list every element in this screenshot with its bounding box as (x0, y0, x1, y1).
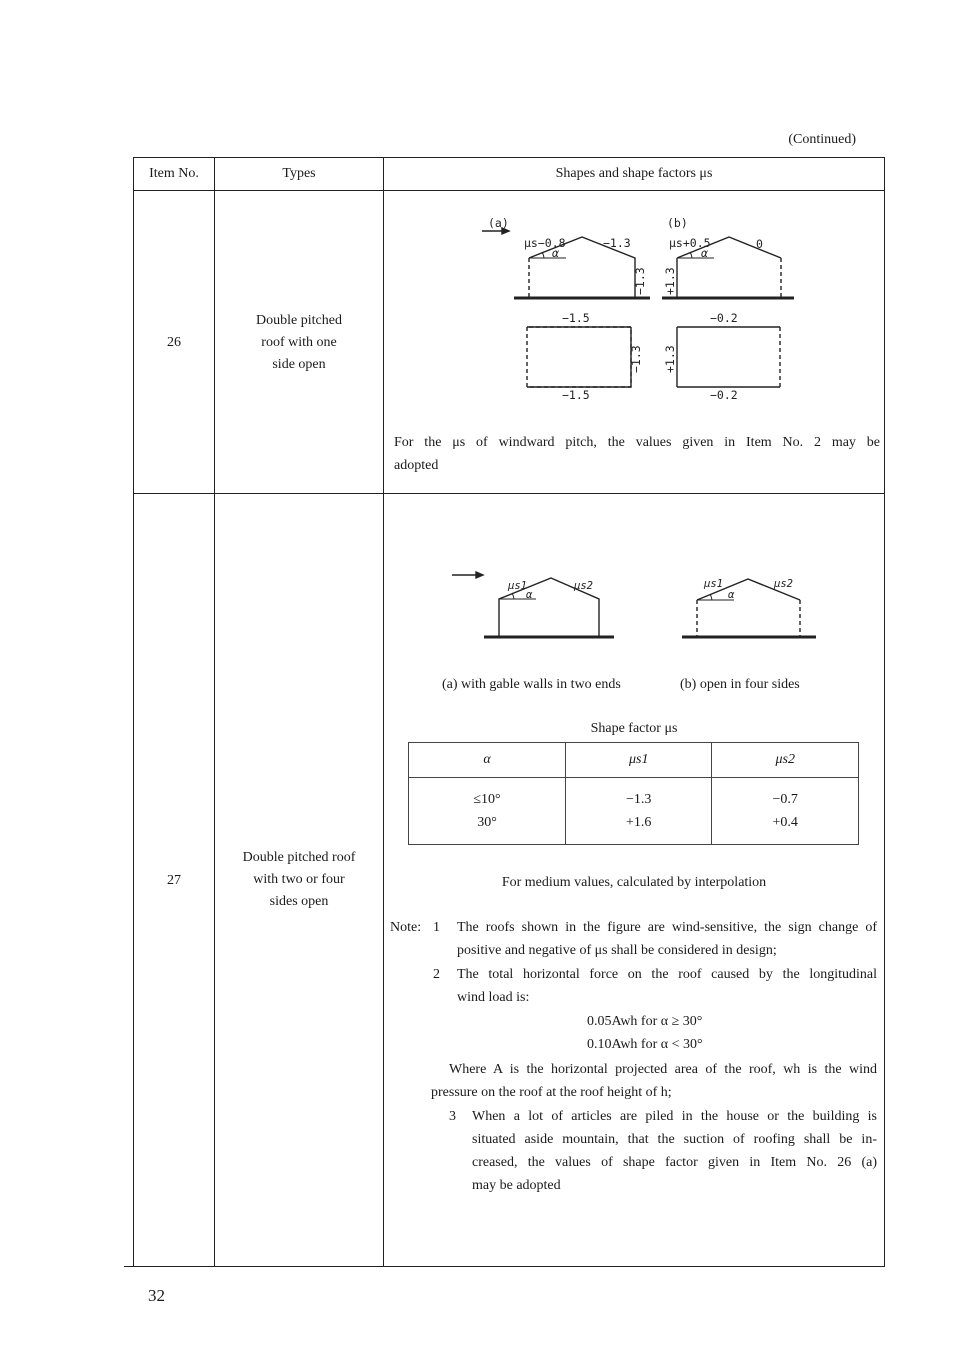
table-value: +1.6 (626, 815, 652, 830)
shape-factor-table (408, 742, 859, 845)
table-value: 30° (477, 815, 497, 830)
fig26b-alpha: α (701, 246, 708, 260)
row27-type (215, 847, 383, 913)
fig26a-plan-right-value: −1.3 (629, 345, 643, 373)
header-types: Types (282, 166, 316, 181)
table-cell-mu-s1 (565, 778, 712, 845)
fig26a-alpha: α (552, 246, 559, 260)
formula-2: 0.10Awh for α < 30° (587, 1037, 703, 1052)
item-27: 27 (167, 873, 181, 888)
fig27a-mu-s1: μs1 (508, 580, 527, 592)
note-2-number: 2 (433, 967, 440, 982)
shape-factor-title: Shape factor μs (590, 721, 678, 736)
note-label: Note: (390, 920, 422, 935)
where-line2: pressure on the roof at the roof height of h; (431, 1085, 672, 1100)
fig27a-mu-s2: μs2 (574, 580, 593, 592)
table-cell-mu-s2 (712, 778, 859, 845)
fig26b-plan-left-value: +1.3 (663, 345, 677, 373)
table-header-mu-s2: μs2 (712, 743, 859, 778)
table-cell-alpha (409, 778, 566, 845)
row26-type-line: roof with one (261, 335, 337, 350)
fig26b-plan-top-value: −0.2 (710, 311, 738, 325)
fig26b-roof-right-value: 0 (756, 237, 763, 251)
fig26b-wall-left-value: +1.3 (663, 267, 677, 295)
row27-type-line: sides open (269, 894, 329, 909)
note-3-line3: creased, the values of shape factor given in Item No. 26 (a) (472, 1155, 877, 1170)
row26-type (215, 310, 383, 376)
row26-type-line: Double pitched (256, 313, 342, 328)
header-shapes: Shapes and shape factors μs (555, 166, 713, 181)
fig26b-roof-left-value: μs+0.5 (669, 236, 711, 250)
row27-type-line: with two or four (253, 872, 345, 887)
note-3-line2: situated aside mountain, that the suction of roofing shall be in- (472, 1132, 877, 1147)
formula-1: 0.05Awh for α ≥ 30° (587, 1014, 703, 1029)
row27-figure (384, 560, 884, 650)
where-line1: Where A is the horizontal projected area of the roof, wh is the wind (449, 1062, 877, 1077)
table-border-bottom (124, 1266, 885, 1267)
row26-type-line: side open (272, 357, 326, 372)
continued-label: (Continued) (788, 132, 856, 147)
table-border-left (133, 157, 134, 1267)
item-26: 26 (167, 335, 181, 350)
fig27b-mu-s1: μs1 (704, 578, 723, 590)
table-value: −1.3 (626, 792, 652, 807)
table-header-alpha: α (409, 743, 566, 778)
table-border-right (884, 157, 885, 1267)
table-row (409, 778, 859, 845)
fig27b-alpha: α (728, 589, 735, 601)
fig27a-alpha: α (526, 589, 533, 601)
note-2-line1: The total horizontal force on the roof caused by the longitudinal (457, 967, 877, 982)
table-header-mu-s1: μs1 (565, 743, 712, 778)
note-2-line2: wind load is: (457, 990, 530, 1005)
fig26a-roof-right-value: −1.3 (603, 236, 631, 250)
fig26b-plan-bottom-value: −0.2 (710, 388, 738, 402)
fig26a-plan-top-value: −1.5 (562, 311, 590, 325)
fig26b-label: (b) (667, 216, 688, 230)
table-value: −0.7 (772, 792, 798, 807)
fig26a-label: (a) (488, 216, 509, 230)
row26-figure (384, 191, 884, 411)
note-3-line4: may be adopted (472, 1178, 561, 1193)
note-3-line1: When a lot of articles are piled in the house or the building is (472, 1109, 877, 1124)
row-divider (133, 493, 885, 494)
fig26a-wall-right-value: −1.3 (633, 267, 647, 295)
row26-note-line1: For the μs of windward pitch, the values given in Item No. 2 may be (394, 435, 880, 450)
table-value: ≤10° (473, 792, 501, 807)
fig26a-roof-left-value: μs−0.8 (524, 236, 566, 250)
note-1-line1: The roofs shown in the figure are wind-sensitive, the sign change of (457, 920, 877, 935)
fig27b-mu-s2: μs2 (774, 578, 793, 590)
page-number: 32 (148, 1286, 165, 1305)
header-item-no: Item No. (149, 166, 199, 181)
table-value: +0.4 (772, 815, 798, 830)
row26-note-line2: adopted (394, 458, 439, 473)
caption-a: (a) with gable walls in two ends (442, 677, 621, 692)
caption-b: (b) open in four sides (680, 677, 800, 692)
row27-type-line: Double pitched roof (242, 850, 356, 865)
table-header-row (409, 743, 859, 778)
note-1-number: 1 (433, 920, 440, 935)
interpolation-text: For medium values, calculated by interpolation (501, 875, 767, 890)
note-1-line2: positive and negative of μs shall be considered in design; (457, 943, 777, 958)
fig26a-plan-bottom-value: −1.5 (562, 388, 590, 402)
note-3-number: 3 (449, 1109, 456, 1124)
